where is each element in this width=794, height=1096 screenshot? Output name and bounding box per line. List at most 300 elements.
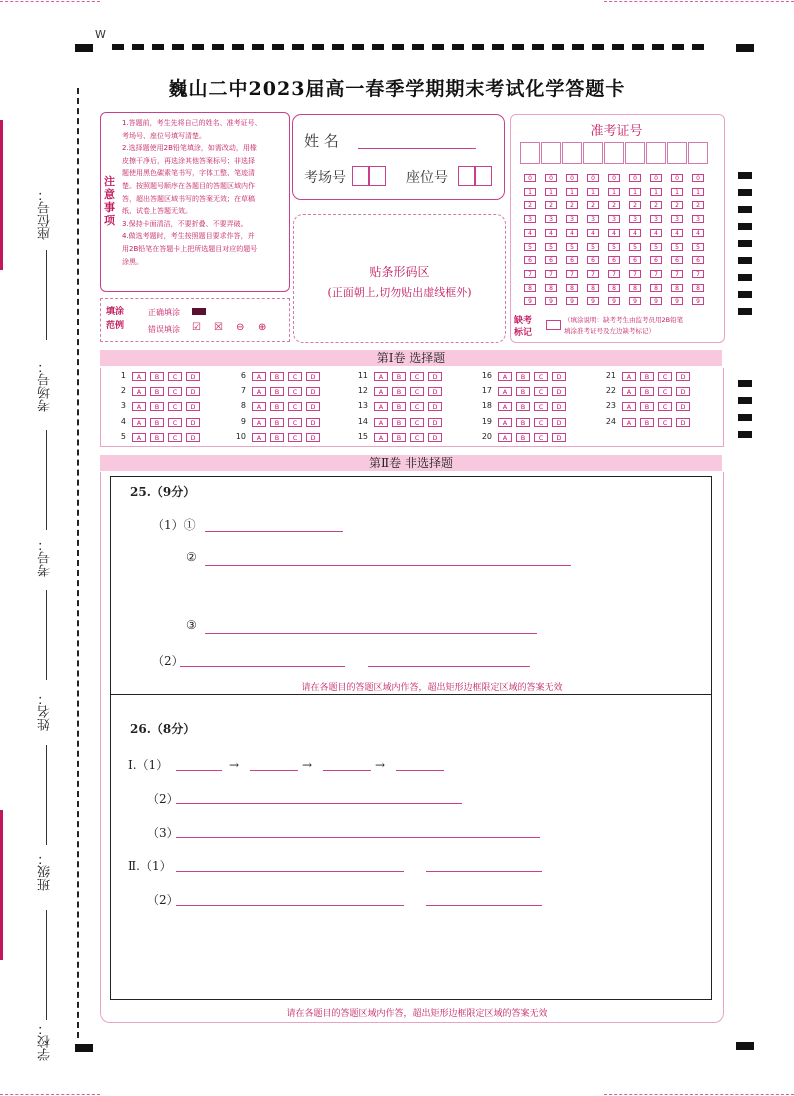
option-bubble-b[interactable]: B: [640, 402, 654, 411]
timing-mark: [738, 257, 752, 264]
option-bubble-b[interactable]: B: [516, 402, 530, 411]
exam-id-bubble[interactable]: 3: [566, 215, 578, 223]
exam-id-bubble[interactable]: 2: [671, 201, 683, 209]
question-number: 5: [120, 431, 126, 441]
exam-id-bubble[interactable]: 1: [566, 188, 578, 196]
option-bubble-d[interactable]: D: [676, 372, 690, 381]
option-bubble-b[interactable]: B: [270, 402, 284, 411]
exam-id-bubble[interactable]: 4: [608, 229, 620, 237]
timing-dash: [572, 44, 584, 50]
option-bubble-d[interactable]: D: [552, 418, 566, 427]
notice-line: 楚。按照题号顺序在各题目的答题区域内作: [122, 181, 255, 190]
exam-id-bubble[interactable]: 8: [524, 284, 536, 292]
exam-id-bubble[interactable]: 6: [650, 256, 662, 264]
option-bubble-b[interactable]: B: [392, 372, 406, 381]
exam-id-digit-box[interactable]: [541, 142, 561, 164]
option-bubble-a[interactable]: A: [374, 402, 388, 411]
exam-id-digit-box[interactable]: [646, 142, 666, 164]
option-bubble-c[interactable]: C: [658, 418, 672, 427]
exam-id-bubble[interactable]: 6: [587, 256, 599, 264]
exam-id-bubble[interactable]: 8: [650, 284, 662, 292]
option-bubble-d[interactable]: D: [552, 433, 566, 442]
notice-line: 皮擦干净后，再选涂其他答案标号；非选择: [122, 156, 255, 165]
exam-id-bubble[interactable]: 0: [608, 174, 620, 182]
option-bubble-a[interactable]: A: [132, 433, 146, 442]
absent-label-line: 标记: [514, 328, 533, 338]
option-bubble-d[interactable]: D: [306, 418, 320, 427]
exam-id-bubble[interactable]: 8: [629, 284, 641, 292]
exam-id-digit-box[interactable]: [520, 142, 540, 164]
q26-answer-line[interactable]: [176, 803, 462, 804]
question-number: 3: [120, 401, 126, 411]
option-bubble-a[interactable]: A: [252, 433, 266, 442]
exam-id-bubble[interactable]: 7: [629, 270, 641, 278]
option-bubble-d[interactable]: D: [428, 387, 442, 396]
timing-dash: [532, 44, 544, 50]
option-bubble-a[interactable]: A: [374, 433, 388, 442]
option-bubble-c[interactable]: C: [410, 402, 424, 411]
option-bubble-c[interactable]: C: [168, 433, 182, 442]
timing-dash: [352, 44, 364, 50]
absent-bubble[interactable]: [546, 320, 561, 330]
question-number: 2: [120, 386, 126, 396]
bottom-crop-line-right: [604, 1094, 794, 1095]
timing-dash: [112, 44, 124, 50]
exam-id-bubble[interactable]: 2: [629, 201, 641, 209]
exam-id-bubble[interactable]: 7: [545, 270, 557, 278]
option-bubble-d[interactable]: D: [552, 402, 566, 411]
absent-note: [564, 315, 683, 337]
option-bubble-b[interactable]: B: [392, 433, 406, 442]
exam-id-bubble[interactable]: 6: [692, 256, 704, 264]
option-bubble-d[interactable]: D: [186, 433, 200, 442]
exam-id-bubble[interactable]: 2: [545, 201, 557, 209]
exam-id-bubble[interactable]: 1: [608, 188, 620, 196]
exam-id-bubble[interactable]: 0: [692, 174, 704, 182]
option-bubble-c[interactable]: C: [168, 402, 182, 411]
exam-id-digit-box[interactable]: [688, 142, 708, 164]
timing-mark: [738, 189, 752, 196]
question-number: 8: [240, 401, 246, 411]
option-bubble-d[interactable]: D: [676, 402, 690, 411]
timing-mark: [738, 206, 752, 213]
exam-id-bubble[interactable]: 1: [587, 188, 599, 196]
option-bubble-c[interactable]: C: [168, 387, 182, 396]
exam-id-bubble[interactable]: 4: [524, 229, 536, 237]
exam-id-bubble[interactable]: 6: [524, 256, 536, 264]
fill-example-title-line: 填涂: [106, 307, 125, 317]
binding-label-seat: 座位号：: [38, 188, 53, 240]
exam-id-bubble[interactable]: 1: [671, 188, 683, 196]
q26-arrow: →: [229, 758, 240, 772]
exam-id-bubble[interactable]: 0: [545, 174, 557, 182]
corner-letter: W: [95, 28, 106, 41]
exam-id-bubble[interactable]: 7: [608, 270, 620, 278]
option-bubble-c[interactable]: C: [534, 387, 548, 396]
room-cell[interactable]: [352, 166, 369, 186]
q26-answer-line[interactable]: [176, 905, 404, 906]
q25-part1-label: （1）①: [152, 518, 196, 532]
exam-id-bubble[interactable]: 5: [545, 243, 557, 251]
option-bubble-b[interactable]: B: [270, 418, 284, 427]
option-bubble-b[interactable]: B: [516, 387, 530, 396]
option-bubble-d[interactable]: D: [186, 402, 200, 411]
exam-id-bubble[interactable]: 4: [587, 229, 599, 237]
option-bubble-a[interactable]: A: [132, 402, 146, 411]
pink-edge-mark: [0, 810, 3, 960]
barcode-area: [293, 214, 506, 343]
binding-label-room: 考场号：: [38, 360, 53, 412]
notice-side-title: [104, 175, 118, 227]
exam-id-bubble[interactable]: 7: [671, 270, 683, 278]
exam-id-bubble[interactable]: 7: [524, 270, 536, 278]
option-bubble-d[interactable]: D: [306, 433, 320, 442]
option-bubble-b[interactable]: B: [150, 402, 164, 411]
exam-id-bubble[interactable]: 7: [587, 270, 599, 278]
option-bubble-d[interactable]: D: [428, 402, 442, 411]
option-bubble-a[interactable]: A: [498, 387, 512, 396]
option-bubble-c[interactable]: C: [288, 418, 302, 427]
exam-id-bubble[interactable]: 3: [545, 215, 557, 223]
exam-id-bubble[interactable]: 4: [566, 229, 578, 237]
exam-id-bubble[interactable]: 1: [650, 188, 662, 196]
timing-dash: [172, 44, 184, 50]
binding-line: [77, 88, 79, 1038]
option-bubble-d[interactable]: D: [186, 372, 200, 381]
exam-id-bubble[interactable]: 0: [650, 174, 662, 182]
exam-id-title: 准考证号: [590, 124, 643, 139]
notice-side-char: 项: [104, 214, 115, 227]
option-bubble-c[interactable]: C: [288, 402, 302, 411]
option-bubble-c[interactable]: C: [658, 402, 672, 411]
notice-line: 答，超出答题区域书写的答案无效；在草稿: [122, 194, 255, 203]
option-bubble-b[interactable]: B: [392, 402, 406, 411]
option-bubble-a[interactable]: A: [498, 402, 512, 411]
option-bubble-d[interactable]: D: [428, 433, 442, 442]
q25-answer-line[interactable]: [180, 666, 345, 667]
question-number: 16: [481, 371, 492, 380]
exam-id-bubble[interactable]: 3: [671, 215, 683, 223]
exam-id-bubble[interactable]: 2: [692, 201, 704, 209]
seat-cell[interactable]: [475, 166, 492, 186]
exam-id-bubble[interactable]: 8: [608, 284, 620, 292]
exam-id-bubble[interactable]: 6: [566, 256, 578, 264]
option-bubble-a[interactable]: A: [132, 372, 146, 381]
exam-id-bubble[interactable]: 8: [587, 284, 599, 292]
q25-answer-line[interactable]: [205, 633, 537, 634]
exam-id-bubble[interactable]: 6: [629, 256, 641, 264]
question-number: 15: [357, 431, 368, 441]
option-bubble-c[interactable]: C: [410, 433, 424, 442]
binding-underline: [46, 250, 47, 340]
exam-id-bubble[interactable]: 1: [629, 188, 641, 196]
exam-id-bubble[interactable]: 9: [629, 297, 641, 305]
option-bubble-d[interactable]: D: [552, 387, 566, 396]
exam-id-bubble[interactable]: 1: [545, 188, 557, 196]
exam-id-bubble[interactable]: 3: [629, 215, 641, 223]
option-bubble-c[interactable]: C: [658, 372, 672, 381]
q26-answer-line[interactable]: [176, 770, 222, 771]
q26-answer-line[interactable]: [426, 905, 542, 906]
wrong-fill-mark: ☒: [214, 322, 223, 333]
exam-id-digit-box[interactable]: [604, 142, 624, 164]
notice-text: [122, 117, 290, 268]
q25-answer-line[interactable]: [368, 666, 530, 667]
corner-mark-top-left: [75, 44, 93, 52]
q26-answer-line[interactable]: [176, 837, 540, 838]
question-number: 11: [357, 371, 368, 380]
exam-id-bubble[interactable]: 5: [692, 243, 704, 251]
option-bubble-a[interactable]: A: [252, 418, 266, 427]
fill-example-title: [106, 305, 124, 333]
timing-mark: [738, 380, 752, 387]
option-bubble-d[interactable]: D: [676, 418, 690, 427]
barcode-title: 贴条形码区: [369, 265, 430, 279]
exam-id-bubble[interactable]: 3: [524, 215, 536, 223]
exam-id-bubble[interactable]: 1: [524, 188, 536, 196]
correct-fill-mark: [192, 308, 206, 315]
seat-cell[interactable]: [458, 166, 475, 186]
option-bubble-c[interactable]: C: [534, 433, 548, 442]
question-number: 19: [481, 416, 492, 426]
timing-mark: [738, 308, 752, 315]
q26-answer-line[interactable]: [323, 770, 371, 771]
exam-id-bubble[interactable]: 6: [671, 256, 683, 264]
exam-id-bubble[interactable]: 4: [692, 229, 704, 237]
option-bubble-a[interactable]: A: [132, 387, 146, 396]
exam-id-bubble[interactable]: 0: [566, 174, 578, 182]
exam-id-bubble[interactable]: 4: [671, 229, 683, 237]
corner-mark-bottom-left: [75, 1044, 93, 1052]
exam-id-digit-box[interactable]: [667, 142, 687, 164]
exam-id-bubble[interactable]: 4: [650, 229, 662, 237]
question-number: 6: [240, 371, 246, 380]
exam-id-bubble[interactable]: 0: [524, 174, 536, 182]
exam-id-bubble[interactable]: 3: [608, 215, 620, 223]
notice-line: 题使用黑色碳素笔书写，字体工整、笔迹清: [122, 169, 255, 178]
binding-label-school: 学校：: [38, 1022, 53, 1061]
exam-id-bubble[interactable]: 9: [608, 297, 620, 305]
option-bubble-c[interactable]: C: [288, 372, 302, 381]
absent-note-line: 填涂准考证号及左边缺考标记）: [564, 327, 655, 335]
exam-id-bubble[interactable]: 5: [629, 243, 641, 251]
seat-label: 座位号: [406, 170, 448, 186]
option-bubble-d[interactable]: D: [428, 372, 442, 381]
name-label: 姓 名: [304, 132, 339, 150]
exam-id-bubble[interactable]: 2: [587, 201, 599, 209]
exam-id-bubble[interactable]: 4: [629, 229, 641, 237]
option-bubble-c[interactable]: C: [658, 387, 672, 396]
top-crop-line-right: [604, 1, 794, 2]
timing-dash: [372, 44, 384, 50]
option-bubble-d[interactable]: D: [552, 372, 566, 381]
name-line[interactable]: [358, 148, 476, 149]
q26-answer-line[interactable]: [250, 770, 298, 771]
exam-id-bubble[interactable]: 3: [692, 215, 704, 223]
option-bubble-d[interactable]: D: [676, 387, 690, 396]
option-bubble-c[interactable]: C: [534, 402, 548, 411]
exam-id-bubble[interactable]: 2: [608, 201, 620, 209]
option-bubble-b[interactable]: B: [516, 372, 530, 381]
option-bubble-b[interactable]: B: [516, 418, 530, 427]
option-bubble-c[interactable]: C: [288, 387, 302, 396]
q25-answer-line[interactable]: [205, 565, 571, 566]
option-bubble-b[interactable]: B: [270, 433, 284, 442]
option-bubble-d[interactable]: D: [186, 387, 200, 396]
timing-mark: [738, 274, 752, 281]
exam-id-bubble[interactable]: 7: [692, 270, 704, 278]
option-bubble-d[interactable]: D: [306, 387, 320, 396]
exam-id-bubble[interactable]: 0: [587, 174, 599, 182]
exam-id-digit-box[interactable]: [625, 142, 645, 164]
question-number: 1: [120, 371, 126, 380]
exam-id-bubble[interactable]: 7: [650, 270, 662, 278]
option-bubble-c[interactable]: C: [410, 372, 424, 381]
timing-dash: [132, 44, 144, 50]
timing-dash: [392, 44, 404, 50]
exam-id-bubble[interactable]: 0: [671, 174, 683, 182]
option-bubble-d[interactable]: D: [306, 402, 320, 411]
exam-id-bubble[interactable]: 5: [608, 243, 620, 251]
option-bubble-b[interactable]: B: [640, 372, 654, 381]
option-bubble-c[interactable]: C: [288, 433, 302, 442]
option-bubble-d[interactable]: D: [306, 372, 320, 381]
option-bubble-c[interactable]: C: [534, 372, 548, 381]
option-bubble-a[interactable]: A: [132, 418, 146, 427]
room-cell[interactable]: [369, 166, 386, 186]
room-label: 考场号: [304, 170, 346, 186]
exam-id-bubble[interactable]: 6: [545, 256, 557, 264]
option-bubble-b[interactable]: B: [270, 372, 284, 381]
exam-id-bubble[interactable]: 8: [566, 284, 578, 292]
timing-dash: [492, 44, 504, 50]
timing-dash: [232, 44, 244, 50]
question-number: 14: [357, 416, 368, 426]
exam-id-bubble[interactable]: 2: [524, 201, 536, 209]
exam-id-digit-box[interactable]: [583, 142, 603, 164]
option-bubble-a[interactable]: A: [252, 402, 266, 411]
option-bubble-d[interactable]: D: [428, 418, 442, 427]
exam-id-bubble[interactable]: 5: [566, 243, 578, 251]
exam-id-bubble[interactable]: 5: [587, 243, 599, 251]
question-number: 4: [120, 416, 126, 426]
q26-answer-line[interactable]: [396, 770, 444, 771]
option-bubble-a[interactable]: A: [622, 387, 636, 396]
exam-id-bubble[interactable]: 9: [587, 297, 599, 305]
q25-answer-line[interactable]: [205, 531, 343, 532]
exam-id-bubble[interactable]: 4: [545, 229, 557, 237]
timing-dash: [472, 44, 484, 50]
q25-heading: 25.（9分）: [130, 485, 196, 499]
option-bubble-b[interactable]: B: [516, 433, 530, 442]
timing-mark: [738, 291, 752, 298]
question-number: 10: [235, 431, 246, 441]
option-bubble-b[interactable]: B: [640, 418, 654, 427]
exam-id-digit-box[interactable]: [562, 142, 582, 164]
q26-answer-line[interactable]: [176, 871, 404, 872]
option-bubble-a[interactable]: A: [374, 387, 388, 396]
exam-id-bubble[interactable]: 9: [692, 297, 704, 305]
option-bubble-b[interactable]: B: [150, 372, 164, 381]
exam-id-bubble[interactable]: 5: [650, 243, 662, 251]
exam-id-bubble[interactable]: 2: [566, 201, 578, 209]
exam-id-bubble[interactable]: 3: [650, 215, 662, 223]
option-bubble-a[interactable]: A: [498, 418, 512, 427]
option-bubble-b[interactable]: B: [640, 387, 654, 396]
timing-dash: [432, 44, 444, 50]
exam-id-bubble[interactable]: 3: [587, 215, 599, 223]
exam-id-bubble[interactable]: 6: [608, 256, 620, 264]
option-bubble-a[interactable]: A: [622, 372, 636, 381]
option-bubble-a[interactable]: A: [252, 372, 266, 381]
absent-label-line: 缺考: [514, 316, 533, 326]
option-bubble-b[interactable]: B: [150, 418, 164, 427]
q26-i3-label: （3）: [147, 826, 179, 840]
option-bubble-c[interactable]: C: [168, 372, 182, 381]
notice-line: 用2B铅笔在答题卡上把所选题目对应的题号: [122, 244, 258, 253]
option-bubble-a[interactable]: A: [374, 372, 388, 381]
option-bubble-b[interactable]: B: [270, 387, 284, 396]
exam-id-bubble[interactable]: 5: [671, 243, 683, 251]
question-number: 17: [481, 386, 492, 396]
option-bubble-a[interactable]: A: [622, 418, 636, 427]
exam-id-bubble[interactable]: 7: [566, 270, 578, 278]
timing-dash: [612, 44, 624, 50]
exam-id-bubble[interactable]: 8: [671, 284, 683, 292]
option-bubble-a[interactable]: A: [622, 402, 636, 411]
exam-id-bubble[interactable]: 8: [545, 284, 557, 292]
option-bubble-c[interactable]: C: [410, 387, 424, 396]
timing-dash: [552, 44, 564, 50]
option-bubble-b[interactable]: B: [392, 418, 406, 427]
option-bubble-a[interactable]: A: [252, 387, 266, 396]
exam-id-bubble[interactable]: 5: [524, 243, 536, 251]
q25-mark2: ②: [186, 550, 197, 564]
exam-id-bubble[interactable]: 9: [650, 297, 662, 305]
option-bubble-c[interactable]: C: [534, 418, 548, 427]
notice-side-char: 意: [104, 188, 115, 201]
corner-mark-top-right: [736, 44, 754, 52]
exam-id-bubble[interactable]: 1: [692, 188, 704, 196]
option-bubble-c[interactable]: C: [410, 418, 424, 427]
q25-mark3: ③: [186, 618, 197, 632]
q25-part2-label: （2）: [152, 654, 184, 668]
q26-answer-line[interactable]: [426, 871, 542, 872]
timing-mark: [738, 172, 752, 179]
exam-id-bubble[interactable]: 0: [629, 174, 641, 182]
exam-id-bubble[interactable]: 2: [650, 201, 662, 209]
option-bubble-d[interactable]: D: [186, 418, 200, 427]
option-bubble-a[interactable]: A: [374, 418, 388, 427]
answer-area-warning-bottom: 请在各题目的答题区域内作答，超出矩形边框限定区域的答案无效: [286, 1009, 548, 1019]
option-bubble-b[interactable]: B: [150, 433, 164, 442]
option-bubble-a[interactable]: A: [498, 433, 512, 442]
exam-id-bubble[interactable]: 8: [692, 284, 704, 292]
exam-id-bubble[interactable]: 9: [671, 297, 683, 305]
exam-id-bubble[interactable]: 9: [524, 297, 536, 305]
option-bubble-b[interactable]: B: [150, 387, 164, 396]
exam-id-bubble[interactable]: 9: [566, 297, 578, 305]
timing-mark: [738, 414, 752, 421]
q26-ii1-label: Ⅱ.（1）: [128, 859, 172, 873]
option-bubble-a[interactable]: A: [498, 372, 512, 381]
notice-line: 2.选择题使用2B铅笔填涂，如需改动，用橡: [122, 144, 257, 153]
question-number: 20: [481, 431, 492, 441]
notice-line: 4.做选考题时，考生按照题目要求作答，并: [122, 232, 255, 241]
exam-id-bubble[interactable]: 9: [545, 297, 557, 305]
option-bubble-c[interactable]: C: [168, 418, 182, 427]
option-bubble-b[interactable]: B: [392, 387, 406, 396]
